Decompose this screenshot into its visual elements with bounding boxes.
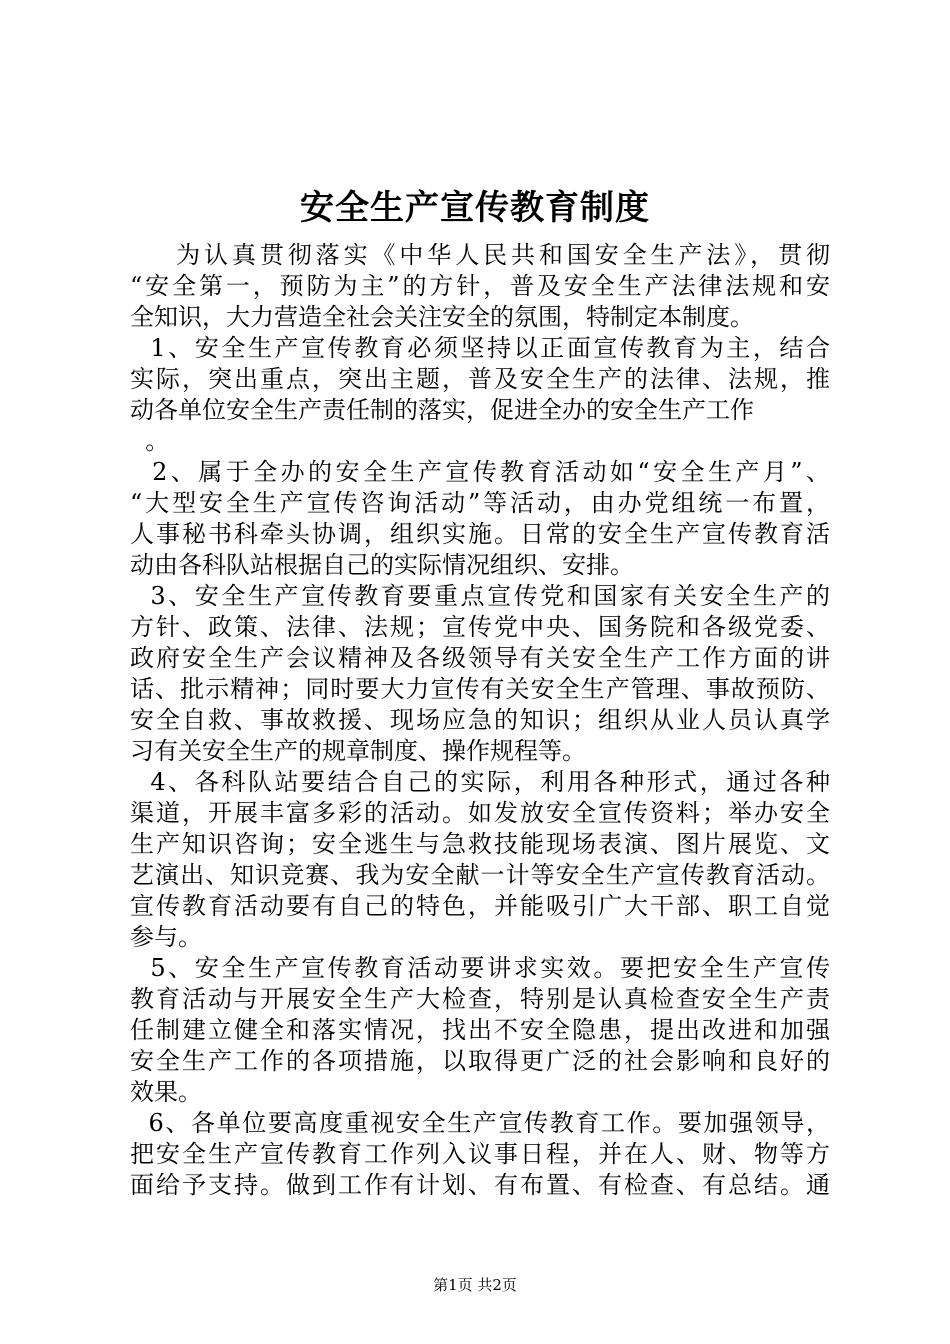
document-body (130, 240, 830, 1201)
text-line: 6、各单位要高度重视安全生产宣传教育工作。要加强领导， (130, 1109, 830, 1137)
text-line: 把安全生产宣传教育工作列入议事日程，并在人、财、物等方 (130, 1140, 830, 1168)
text-line: 方针、政策、法律、法规；宣传党中央、国务院和各级党委、 (130, 613, 830, 641)
text-line: 政府安全生产会议精神及各级领导有关安全生产工作方面的讲 (130, 644, 830, 672)
text-line: 安全自救、事故救援、现场应急的知识；组织从业人员认真学 (130, 706, 830, 734)
text-line: 实际，突出重点，突出主题，普及安全生产的法律、法规，推 (130, 365, 830, 393)
text-line: 艺演出、知识竞赛、我为安全献一计等安全生产宣传教育活动。 (130, 861, 830, 889)
text-line: 教育活动与开展安全生产大检查，特别是认真检查安全生产责 (130, 985, 830, 1013)
text-line: 生产知识咨询；安全逃生与急救技能现场表演、图片展览、文 (130, 830, 830, 858)
text-line: 为认真贯彻落实《中华人民共和国安全生产法》，贯彻 (130, 241, 830, 269)
text-line: 话、批示精神；同时要大力宣传有关安全生产管理、事故预防、 (130, 675, 830, 703)
text-line: 5、安全生产宣传教育活动要讲求实效。要把安全生产宣传 (130, 954, 830, 982)
text-line: 2、属于全办的安全生产宣传教育活动如“安全生产月”、 (130, 458, 830, 486)
text-line: 1、安全生产宣传教育必须坚持以正面宣传教育为主，结合 (130, 334, 830, 362)
text-line: 宣传教育活动要有自己的特色，并能吸引广大干部、职工自觉 (130, 892, 830, 920)
text-line: 。 (130, 427, 170, 455)
text-line: 效果。 (130, 1078, 202, 1106)
text-line: “大型安全生产宣传咨询活动”等活动，由办党组统一布置， (130, 489, 830, 517)
text-line: 面给予支持。做到工作有计划、有布置、有检查、有总结。通 (130, 1171, 830, 1199)
text-line: 4、各科队站要结合自己的实际，利用各种形式，通过各种 (130, 768, 830, 796)
text-line: 习有关安全生产的规章制度、操作规程等。 (130, 737, 586, 765)
text-line: 动由各科队站根据自己的实际情况组织、安排。 (130, 551, 634, 579)
text-line: 安全生产工作的各项措施，以取得更广泛的社会影响和良好的 (130, 1047, 830, 1075)
document-title: 安全生产宣传教育制度 (300, 188, 650, 228)
text-line: 3、安全生产宣传教育要重点宣传党和国家有关安全生产的 (130, 582, 830, 610)
text-line: 渠道，开展丰富多彩的活动。如发放安全宣传资料；举办安全 (130, 799, 830, 827)
text-line: 任制建立健全和落实情况，找出不安全隐患，提出改进和加强 (130, 1016, 830, 1044)
text-line: “安全第一，预防为主”的方针，普及安全生产法律法规和安 (130, 272, 830, 300)
text-line: 动各单位安全生产责任制的落实，促进全办的安全生产工作 (130, 396, 754, 424)
text-line: 参与。 (130, 923, 202, 951)
page-footer: 第1页 共2页 (433, 1276, 517, 1294)
text-line: 人事秘书科牵头协调，组织实施。日常的安全生产宣传教育活 (130, 520, 830, 548)
text-line: 全知识，大力营造全社会关注安全的氛围，特制定本制度。 (130, 303, 754, 331)
